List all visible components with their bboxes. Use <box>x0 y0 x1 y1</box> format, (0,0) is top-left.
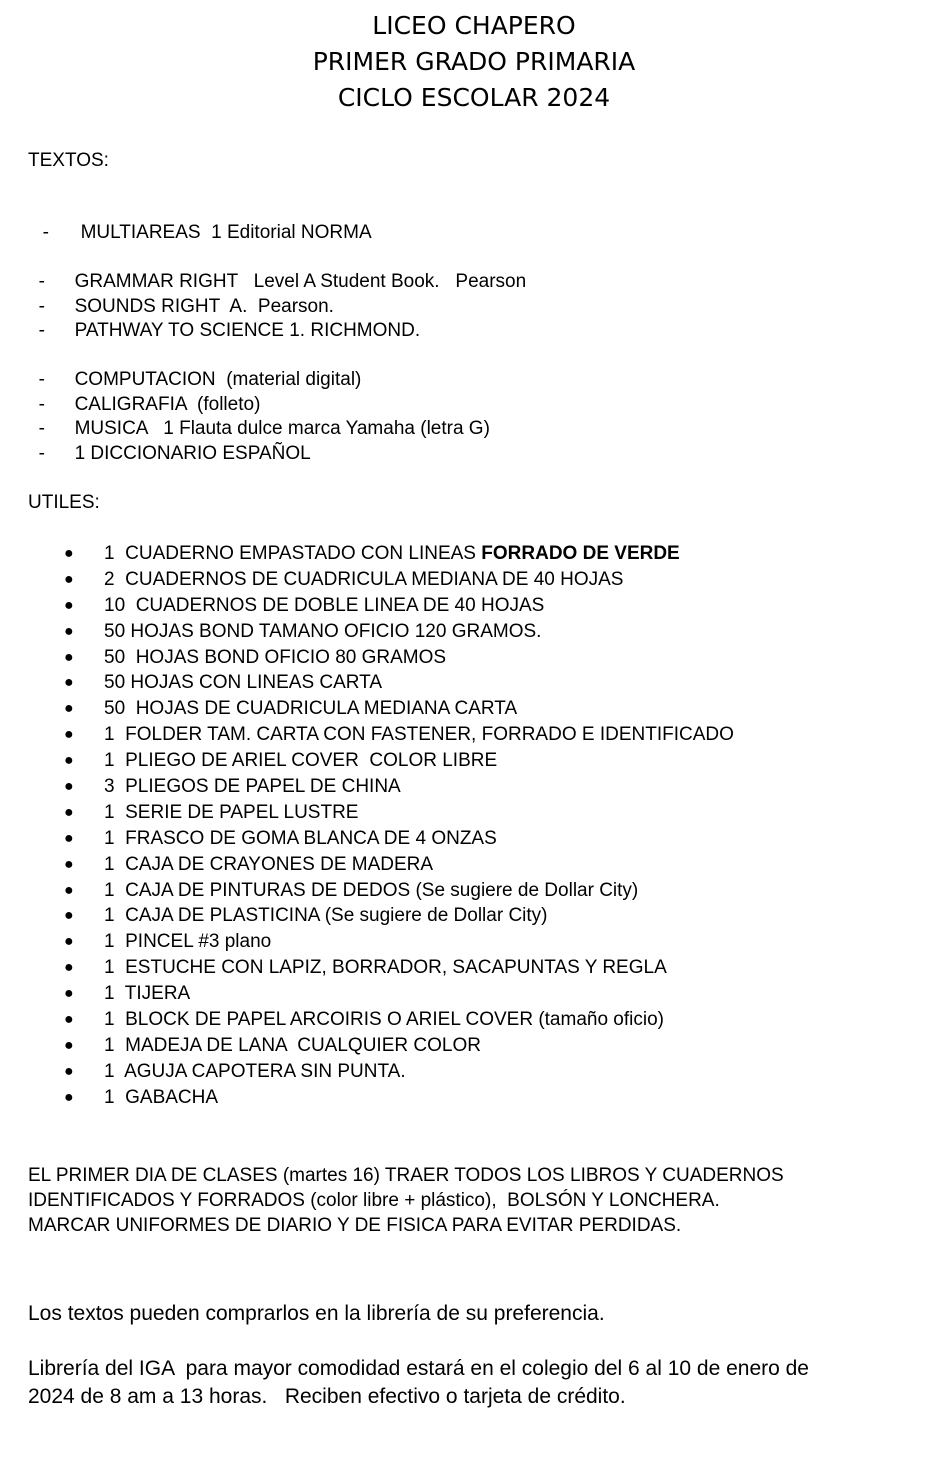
list-item-text: 1 CAJA DE PLASTICINA (Se sugiere de Dollar City) <box>104 905 548 927</box>
bullet-icon: ● <box>64 985 74 1003</box>
bullet-icon: ● <box>64 907 74 925</box>
list-item <box>64 1033 734 1059</box>
list-item <box>64 645 734 671</box>
list-item <box>64 955 734 981</box>
list-item-text: 1 CAJA DE CRAYONES DE MADERA <box>104 853 434 875</box>
list-item <box>64 748 734 774</box>
list-item <box>64 722 734 748</box>
bullet-icon: ● <box>64 1088 74 1106</box>
list-item <box>64 826 734 852</box>
footer-line: Los textos pueden comprarlos en la librería de su preferencia. <box>28 1302 605 1325</box>
list-item-text: 1 ESTUCHE CON LAPIZ, BORRADOR, SACAPUNTAS Y REGLA <box>104 957 667 979</box>
dash-marker: - <box>38 443 45 464</box>
textos-item-text: PATHWAY TO SCIENCE 1. RICHMOND. <box>74 320 421 341</box>
list-item-text: 1 SERIE DE PAPEL LUSTRE <box>104 801 359 823</box>
textos-item-text: MUSICA 1 Flauta dulce marca Yamaha (letra G) <box>74 418 490 439</box>
list-item <box>64 800 734 826</box>
bullet-icon: ● <box>64 622 74 640</box>
list-item-text: 1 PLIEGO DE ARIEL COVER COLOR LIBRE <box>104 750 498 772</box>
list-item <box>64 929 734 955</box>
bullet-icon: ● <box>64 829 74 847</box>
textos-item <box>28 295 420 343</box>
list-item-text: 1 PINCEL #3 plano <box>104 931 272 953</box>
bullet-icon: ● <box>64 674 74 692</box>
dash-marker: - <box>38 271 45 292</box>
list-item-text: 50 HOJAS DE CUADRICULA MEDIANA CARTA <box>104 698 518 720</box>
bullet-icon: ● <box>64 752 74 770</box>
utiles-heading: UTILES: <box>28 492 100 513</box>
textos-item-text: COMPUTACION (material digital) <box>74 369 362 390</box>
school-year: CICLO ESCOLAR 2024 <box>337 83 611 112</box>
dash-marker: - <box>38 369 45 390</box>
textos-item-text: SOUNDS RIGHT A. Pearson. <box>74 296 334 317</box>
textos-item-text: 1 DICCIONARIO ESPAÑOL <box>74 443 311 464</box>
bullet-icon: ● <box>64 570 74 588</box>
list-item <box>64 903 734 929</box>
list-item <box>64 541 734 567</box>
bullet-icon: ● <box>64 803 74 821</box>
bullet-icon: ● <box>64 700 74 718</box>
list-item-text: 50 HOJAS CON LINEAS CARTA <box>104 672 383 694</box>
list-item-text: 1 FRASCO DE GOMA BLANCA DE 4 ONZAS <box>104 827 497 849</box>
bullet-icon: ● <box>64 596 74 614</box>
list-item-text: 10 CUADERNOS DE DOBLE LINEA DE 40 HOJAS <box>104 594 545 616</box>
bullet-icon: ● <box>64 1036 74 1054</box>
list-item <box>64 619 734 645</box>
notice-line: MARCAR UNIFORMES DE DIARIO Y DE FISICA PARA EVITAR PERDIDAS. <box>28 1215 682 1236</box>
bullet-icon: ● <box>64 881 74 899</box>
list-item-emphasis: FORRADO DE VERDE <box>481 543 680 564</box>
list-item <box>64 878 734 904</box>
list-item-text: 1 FOLDER TAM. CARTA CON FASTENER, FORRADO E IDENTIFICADO <box>104 724 734 746</box>
utiles-list <box>64 541 734 1111</box>
document-header <box>0 8 948 116</box>
dash-marker: - <box>38 296 45 317</box>
list-item-text: 1 CAJA DE PINTURAS DE DEDOS (Se sugiere de Dollar City) <box>104 879 639 901</box>
school-name: LICEO CHAPERO <box>372 11 576 40</box>
dash-marker: - <box>38 320 45 341</box>
textos-item-text: GRAMMAR RIGHT Level A Student Book. Pearson <box>74 271 527 292</box>
dash-marker: - <box>38 394 45 415</box>
notice-line: EL PRIMER DIA DE CLASES (martes 16) TRAER TODOS LOS LIBROS Y CUADERNOS <box>28 1165 784 1186</box>
list-item-text: 1 BLOCK DE PAPEL ARCOIRIS O ARIEL COVER (tamaño oficio) <box>104 1009 664 1031</box>
list-item-text: 1 AGUJA CAPOTERA SIN PUNTA. <box>104 1060 406 1082</box>
footer-line: 2024 de 8 am a 13 horas. Reciben efectivo o tarjeta de crédito. <box>28 1385 626 1408</box>
list-item-text: 50 HOJAS BOND OFICIO 80 GRAMOS <box>104 646 447 668</box>
list-item-text: 2 CUADERNOS DE CUADRICULA MEDIANA DE 40 HOJAS <box>104 568 624 590</box>
list-item <box>64 774 734 800</box>
textos-item <box>28 197 372 245</box>
list-item <box>64 1007 734 1033</box>
list-item-text: 3 PLIEGOS DE PAPEL DE CHINA <box>104 776 401 798</box>
list-item <box>64 567 734 593</box>
textos-item-text: MULTIAREAS 1 Editorial NORMA <box>80 222 372 243</box>
bullet-icon: ● <box>64 1062 74 1080</box>
bullet-icon: ● <box>64 855 74 873</box>
grade-title: PRIMER GRADO PRIMARIA <box>312 47 636 76</box>
footer-line: Librería del IGA para mayor comodidad estará en el colegio del 6 al 10 de enero de <box>28 1357 809 1380</box>
textos-item <box>28 418 311 466</box>
textos-heading: TEXTOS: <box>28 150 109 171</box>
bullet-icon: ● <box>64 933 74 951</box>
list-item-text: 1 CUADERNO EMPASTADO CON LINEAS <box>104 543 482 564</box>
list-item <box>64 670 734 696</box>
dash-marker: - <box>42 222 49 243</box>
list-item <box>64 981 734 1007</box>
dash-marker: - <box>38 418 45 439</box>
list-item <box>64 593 734 619</box>
textos-item-text: CALIGRAFIA (folleto) <box>74 394 261 415</box>
bullet-icon: ● <box>64 959 74 977</box>
bullet-icon: ● <box>64 545 74 562</box>
list-item-text: 1 TIJERA <box>104 983 191 1005</box>
list-item-text: 1 GABACHA <box>104 1086 219 1108</box>
list-item <box>64 852 734 878</box>
bullet-icon: ● <box>64 648 74 666</box>
bullet-icon: ● <box>64 778 74 796</box>
notice-line: IDENTIFICADOS Y FORRADOS (color libre + plástico), BOLSÓN Y LONCHERA. <box>28 1190 720 1211</box>
bullet-icon: ● <box>64 726 74 744</box>
list-item <box>64 1059 734 1085</box>
list-item-text: 1 MADEJA DE LANA CUALQUIER COLOR <box>104 1034 481 1056</box>
list-item <box>64 696 734 722</box>
list-item <box>64 1085 734 1111</box>
bullet-icon: ● <box>64 1011 74 1029</box>
list-item-text: 50 HOJAS BOND TAMANO OFICIO 120 GRAMOS. <box>104 620 542 642</box>
